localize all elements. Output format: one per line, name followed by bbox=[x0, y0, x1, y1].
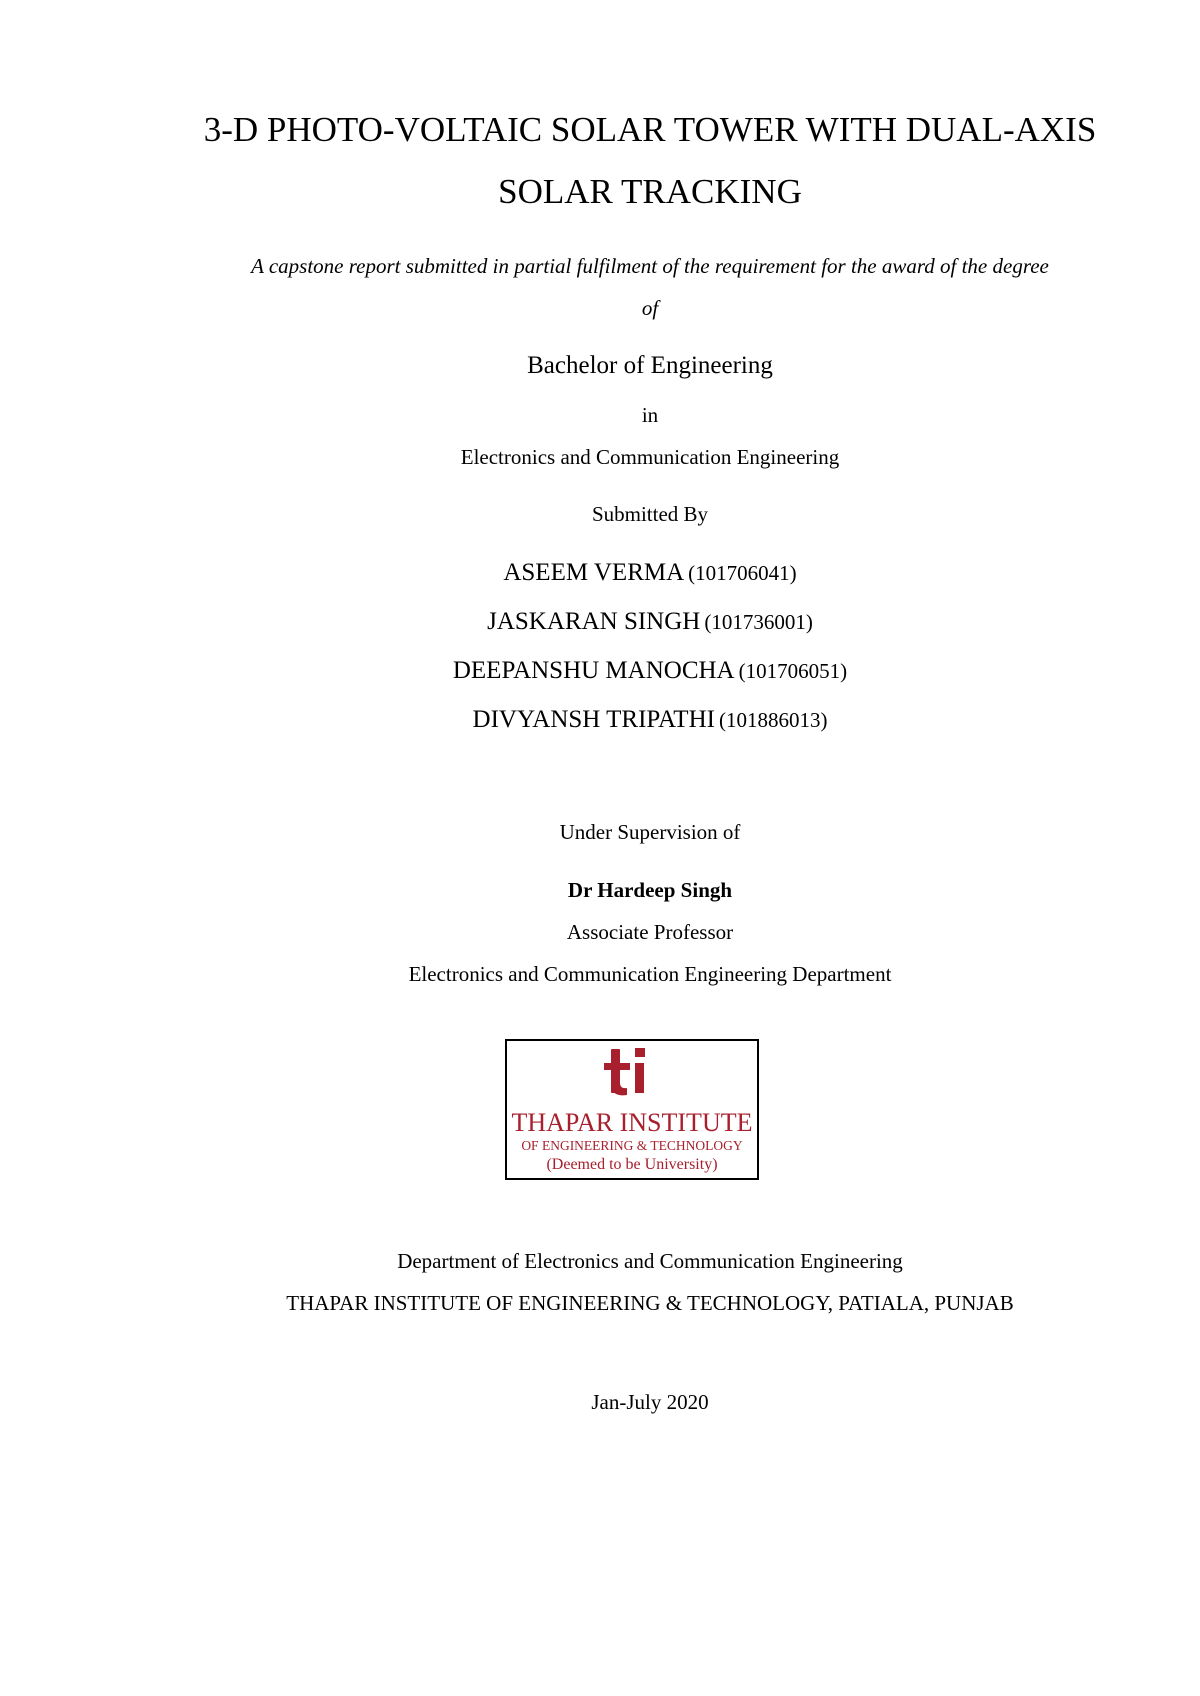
student-name: JASKARAN SINGH bbox=[487, 608, 701, 635]
logo-university-status: (Deemed to be University) bbox=[546, 1156, 718, 1173]
supervisor-department: Electronics and Communication Engineering Department bbox=[408, 962, 892, 986]
institute-logo bbox=[505, 1039, 759, 1180]
submitted-by-label: Submitted By bbox=[591, 502, 709, 526]
supervisor-designation: Associate Professor bbox=[566, 920, 734, 944]
report-title-line-1: 3-D PHOTO-VOLTAIC SOLAR TOWER WITH DUAL-AXIS bbox=[203, 110, 1097, 149]
degree-name: Bachelor of Engineering bbox=[527, 352, 773, 379]
supervision-label: Under Supervision of bbox=[559, 820, 741, 844]
department-name: Department of Electronics and Communication Engineering bbox=[397, 1249, 903, 1273]
student-roll-number: (101706051) bbox=[738, 659, 848, 683]
logo-institute-subtitle: OF ENGINEERING & TECHNOLOGY bbox=[521, 1138, 743, 1153]
student-name: DEEPANSHU MANOCHA bbox=[452, 657, 735, 684]
student-name: DIVYANSH TRIPATHI bbox=[472, 706, 715, 733]
logo-institute-name: THAPAR INSTITUTE bbox=[511, 1108, 753, 1137]
ti-logo-mark bbox=[604, 1048, 645, 1095]
institute-name: THAPAR INSTITUTE OF ENGINEERING & TECHNOLOGY, PATIALA, PUNJAB bbox=[286, 1291, 1014, 1315]
student-entry bbox=[150, 657, 1150, 686]
session-date: Jan-July 2020 bbox=[591, 1390, 709, 1414]
student-roll-number: (101706041) bbox=[688, 561, 797, 585]
in-word: in bbox=[641, 403, 659, 427]
supervisor-name: Dr Hardeep Singh bbox=[567, 878, 733, 902]
student-entry bbox=[150, 706, 1150, 735]
student-roll-number: (101886013) bbox=[718, 708, 828, 732]
student-roll-number: (101736001) bbox=[704, 610, 813, 634]
submission-statement-of: of bbox=[641, 296, 659, 320]
branch-name: Electronics and Communication Engineering bbox=[460, 445, 840, 469]
student-name: ASEEM VERMA bbox=[503, 559, 685, 586]
submission-statement: A capstone report submitted in partial fulfilment of the requirement for the award of the degree bbox=[251, 254, 1049, 278]
student-entry bbox=[150, 559, 1150, 588]
report-title-line-2: SOLAR TRACKING bbox=[498, 172, 802, 211]
student-entry bbox=[150, 608, 1150, 637]
